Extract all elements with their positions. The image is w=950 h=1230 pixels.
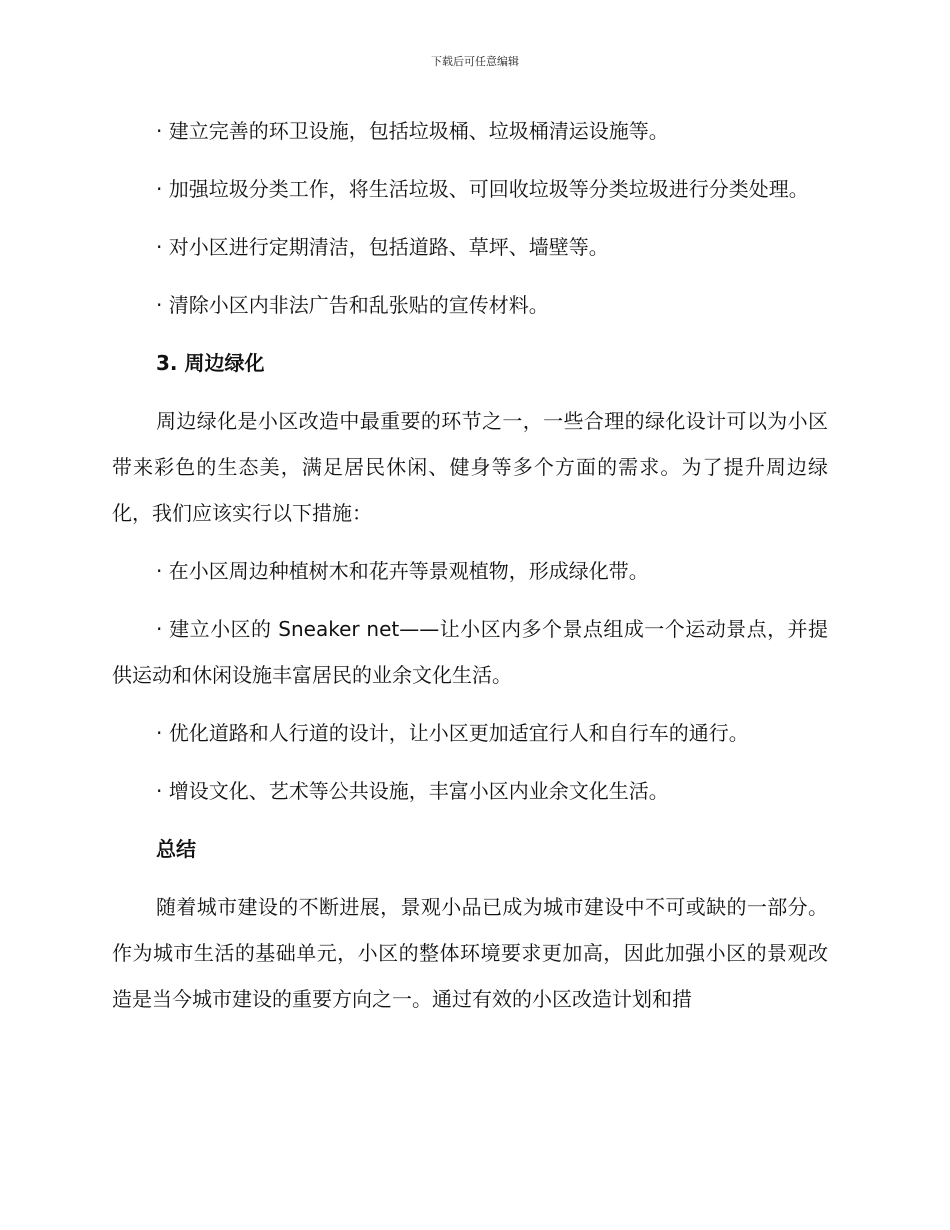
bullet-plant-trees: · 在小区周边种植树木和花卉等景观植物，形成绿化带。 [156,559,649,583]
bullet-public-facilities: · 增设文化、艺术等公共设施，丰富小区内业余文化生活。 [156,779,669,803]
summary-paragraph: 随着城市建设的不断进展，景观小品已成为城市建设中不可或缺的一部分。作为城市生活的基础单元，小区的整体环境要求更加高，因此加强小区的景观改造是当今城市建设的重要方向之一。通过有效的小区改造计划和措 [112,895,828,1011]
bullet-sneaker-net: · 建立小区的 Sneaker net——让小区内多个景点组成一个运动景点，并提供运动和休闲设施丰富居民的业余文化生活。 [112,617,828,687]
bullet-road-design: · 优化道路和人行道的设计，让小区更加适宜行人和自行车的通行。 [156,721,749,745]
section-heading-summary: 总结 [156,837,196,861]
bullet-regular-cleaning: · 对小区进行定期清洁，包括道路、草坪、墙壁等。 [156,235,609,259]
bullet-sanitation-facilities: · 建立完善的环卫设施，包括垃圾桶、垃圾桶清运设施等。 [156,119,669,143]
section-heading-greening: 3. 周边绿化 [156,351,265,375]
document-body [112,108,828,1034]
page-header: 下载后可任意编辑 [431,55,519,68]
bullet-remove-ads: · 清除小区内非法广告和乱张贴的宣传材料。 [156,293,549,317]
greening-intro-paragraph: 周边绿化是小区改造中最重要的环节之一，一些合理的绿化设计可以为小区带来彩色的生态美，满足居民休闲、健身等多个方面的需求。为了提升周边绿化，我们应该实行以下措施： [112,409,828,525]
bullet-garbage-sorting: · 加强垃圾分类工作，将生活垃圾、可回收垃圾等分类垃圾进行分类处理。 [156,177,809,201]
